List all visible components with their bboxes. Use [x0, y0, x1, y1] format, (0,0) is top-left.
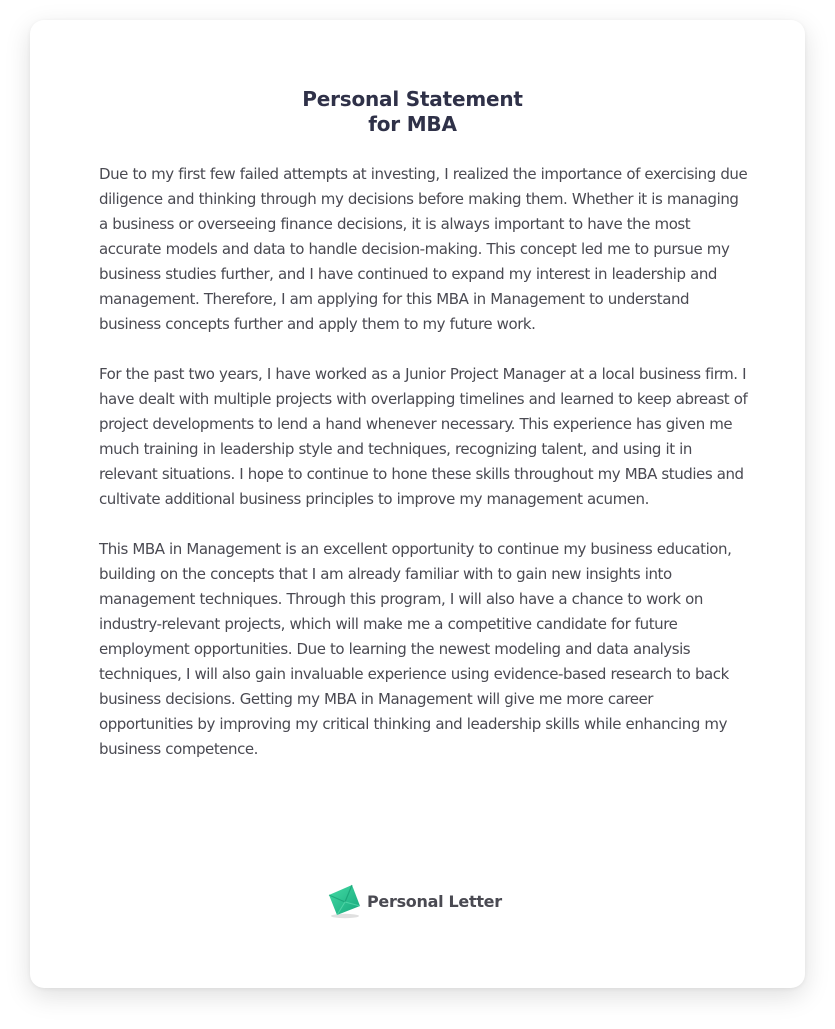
paragraph-3: This MBA in Management is an excellent opportunity to continue my business education, building on the concepts that I am already familiar with to gain new insights into management techniques. Through this program, I will also have a chance to work on industry-relevant projects, which will make me a competitive candidate for future employment opportunities. Due to learning the newest modeling and data analysis techniques, I will also gain invaluable experience using evidence-based research to back business decisions. Getting my MBA in Management will give me more career opportunities by improving my critical thinking and leadership skills while enhancing my business competence. — [99, 540, 732, 758]
document-title — [30, 87, 795, 137]
title-line-1: Personal Statement — [302, 87, 523, 111]
document-body — [99, 162, 749, 787]
brand-name: Personal Letter — [367, 891, 502, 911]
envelope-logo-icon — [327, 882, 363, 920]
document-card — [30, 20, 805, 988]
brand-footer — [327, 882, 502, 920]
title-line-2: for MBA — [368, 112, 457, 136]
paragraph-2: For the past two years, I have worked as a Junior Project Manager at a local business firm. I have dealt with multiple projects with overlapping timelines and learned to keep abreast of project developments to lend a hand whenever necessary. This experience has given me much training in leadership style and techniques, recognizing talent, and using it in relevant situations. I hope to continue to hone these skills throughout my MBA studies and cultivate additional business principles to improve my management acumen. — [99, 365, 748, 508]
paragraph-1: Due to my first few failed attempts at investing, I realized the importance of exercising due diligence and thinking through my decisions before making them. Whether it is managing a business or overseeing finance decisions, it is always important to have the most accurate models and data to handle decision-making. This concept led me to pursue my business studies further, and I have continued to expand my interest in leadership and management. Therefore, I am applying for this MBA in Management to understand business concepts further and apply them to my future work. — [99, 165, 748, 333]
